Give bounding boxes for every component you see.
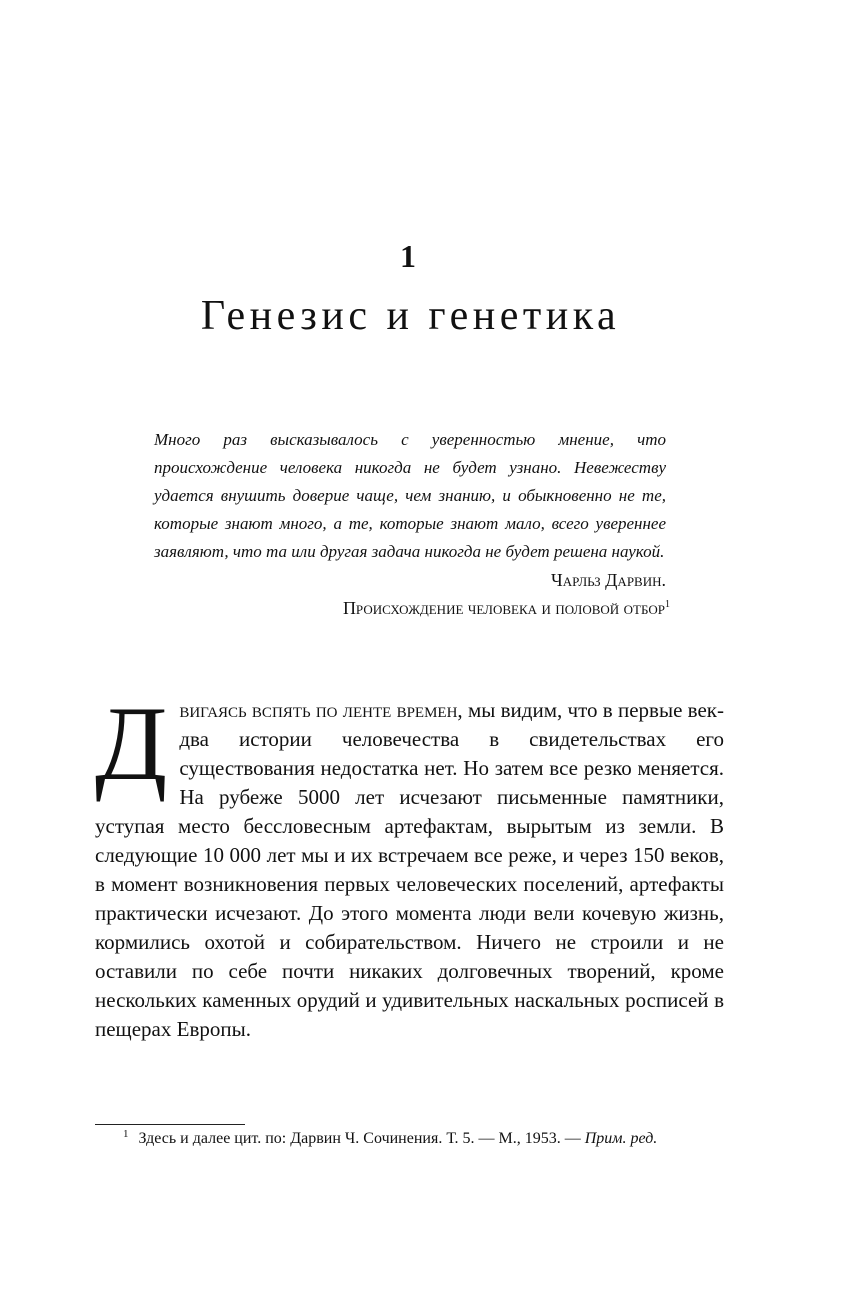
epigraph-text: Много раз высказывалось с уверенностью мнение, что происхождение человека никогда не будет узнано. Невежеству удается внушить доверие чаще, чем знанию, и обыкновенно не те, которые знают много, а те, которые знают мало, всего увереннее заявляют, что та или другая задача никогда не будет решена наукой. — [154, 430, 666, 561]
epigraph-author: Чарльз Дарвин. — [551, 570, 666, 590]
footnote-mark: 1 — [123, 1127, 129, 1140]
epigraph-source-title: Происхождение человека и половой отбор — [342, 598, 665, 618]
chapter-number: 1 — [400, 238, 416, 274]
footnote-text: Здесь и далее цит. по: Дарвин Ч. Сочинения. Т. 5. — М., 1953. — — [138, 1130, 585, 1147]
footnote-editor-note: Прим. ред. — [584, 1130, 658, 1147]
footnote-reference: 1 — [665, 599, 670, 610]
body-text: мы видим, что в первые век-два истории человечества в свидетельствах его существования недостатка нет. Но затем все резко меняется. На рубеже 5000 лет исчезают письменные памятники, уступая место бессловесным артефактам, вырытым из земли. В следующие 10 000 лет мы и их встречаем все реже, и через 150 веков, в момент возникновения первых человеческих поселений, артефакты практически исчезают. До этого момента люди вели кочевую жизнь, кормились охотой и собирательством. Ничего не строили и не оставили по себе почти никаких долговечных творений, кроме нескольких каменных орудий и удивительных наскальных росписей в пещерах Европы. — [95, 698, 724, 1041]
epigraph — [154, 426, 670, 622]
lead-in: вигаясь вспять по ленте времен, — [179, 698, 463, 722]
drop-cap: Д — [95, 685, 168, 802]
body-paragraph — [95, 685, 724, 1044]
epigraph-source — [154, 594, 670, 622]
footnote-divider — [95, 1124, 245, 1125]
chapter-title: Генезис и генетика — [200, 293, 621, 339]
footnote — [123, 1128, 743, 1150]
